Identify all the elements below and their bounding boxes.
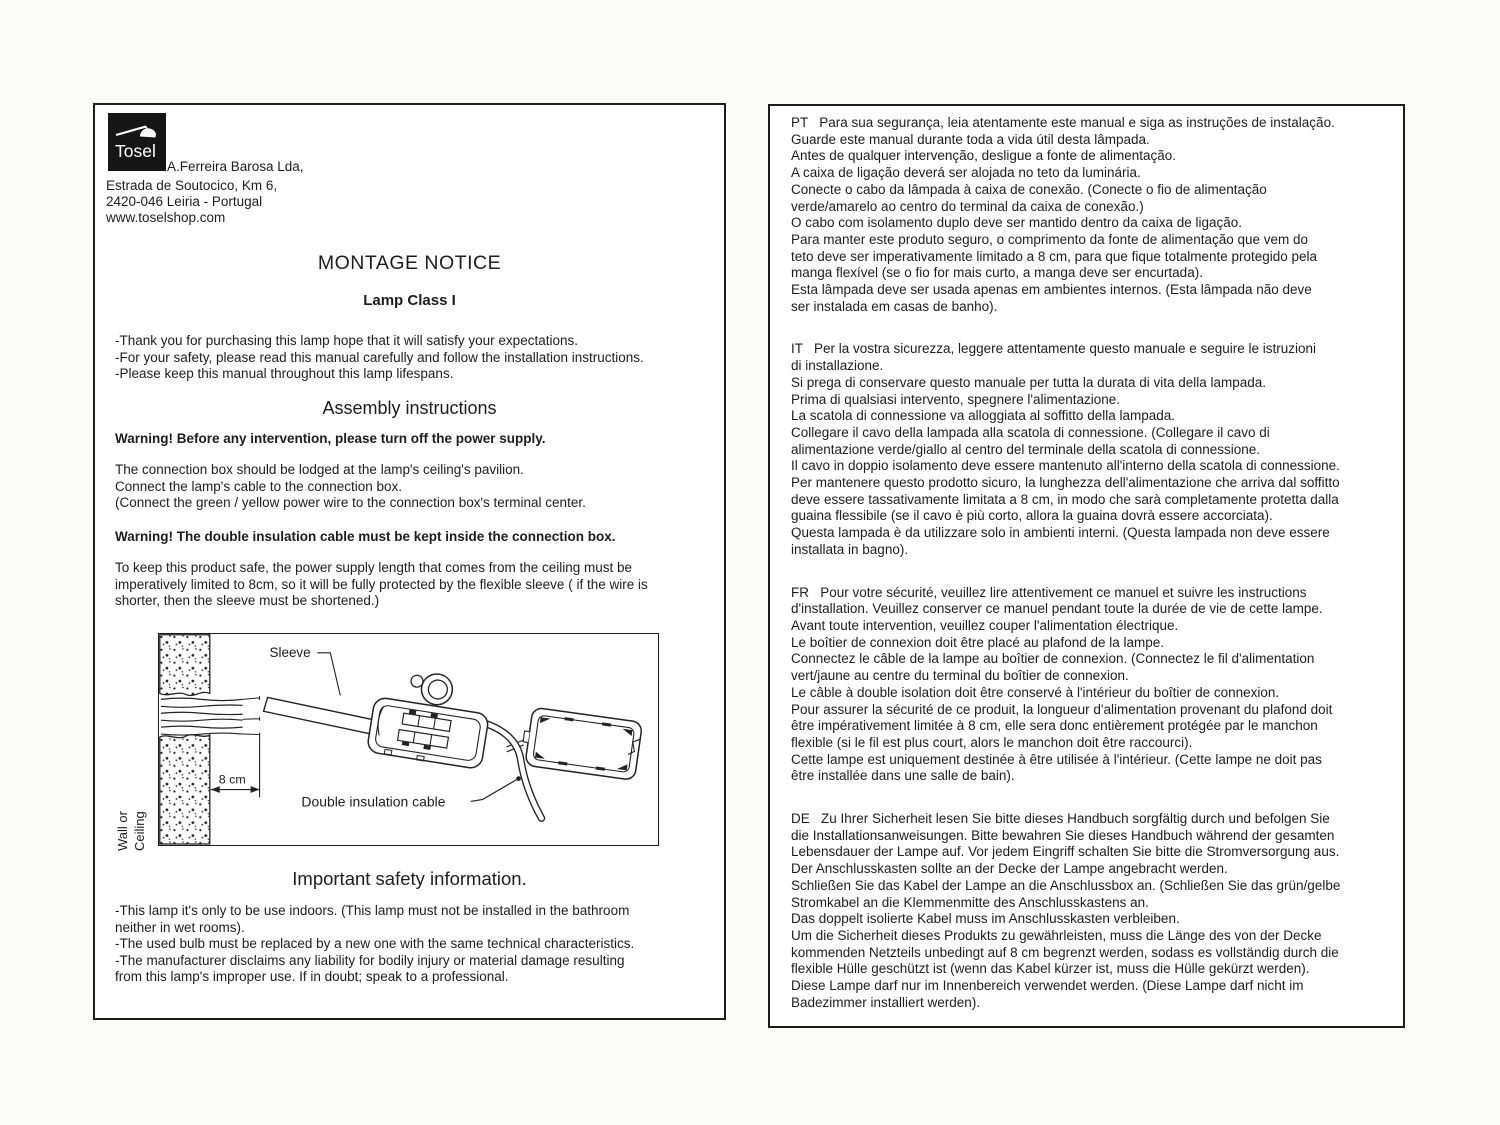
text-line: deve essere tassativamente limitata a 8 cm, in modo che sarà completamente protetta dalla [791, 491, 1339, 507]
text-line: Stromkabel an die Klemmenmitte des Anschlusskastens an. [791, 894, 1149, 910]
installation-diagram [158, 633, 659, 846]
text-line: The connection box should be lodged at the lamp's ceiling's pavilion. [115, 462, 524, 477]
cover-plate [520, 707, 643, 781]
text-line: ser instalada em casas de banho). [791, 298, 998, 314]
translation-fr [791, 585, 1389, 785]
text-line: from this lamp's improper use. If in doubt; speak to a professional. [115, 969, 509, 984]
text-line: être installée dans une salle de bain). [791, 768, 1015, 784]
text-line: guaina flessibile (se il cavo è più corto, allora la guaina dovrà essere accorciata). [791, 508, 1273, 524]
translation-de [791, 811, 1389, 1011]
text-line: Si prega di conservare questo manuale per tutta la durata di vita della lampada. [791, 374, 1267, 390]
intro-paragraph [115, 333, 644, 383]
text-line: Le boîtier de connexion doit être placé au plafond de la lampe. [791, 634, 1165, 650]
text-line: Le câble à double isolation doit être conservé à l'intérieur du boîtier de connexion. [791, 684, 1280, 700]
text-line: alimentazione verde/giallo al centro del terminale della scatola di connessione. [791, 441, 1261, 457]
text-line: imperatively limited to 8cm, so it will be fully protected by the flexible sleeve ( if the wire is [115, 576, 648, 592]
text-line: Il cavo in doppio isolamento deve essere mantenuto all'interno della scatola di connessione. [791, 458, 1340, 474]
text-line: installata in bagno). [791, 541, 909, 557]
text-line: -The manufacturer disclaims any liability for bodily injury or material damage resulting [115, 952, 625, 968]
translations-panel [768, 104, 1405, 1028]
text-line: Um die Sicherheit dieses Produkts zu gewährleisten, muss die Länge des von der Decke [791, 927, 1322, 943]
safety-paragraph [115, 903, 634, 986]
lamp-class-subtitle: Lamp Class I [363, 292, 456, 309]
text-line: Prima di qualsiasi intervento, spegnere l'alimentazione. [791, 391, 1121, 407]
text-line: Der Anschlusskasten sollte an der Decke der Lampe angebracht werden. [791, 861, 1228, 877]
text-line: Guarde este manual durante toda a vida útil desta lâmpada. [791, 131, 1150, 147]
text-line: Conecte o cabo da lâmpada à caixa de conexão. (Conecte o fio de alimentação [791, 181, 1267, 197]
text-line: Para manter este produto seguro, o comprimento da fonte de alimentação que vem do [791, 231, 1309, 247]
text-line: DE Zu Ihrer Sicherheit lesen Sie bitte dieses Handbuch sorgfältig durch und befolgen Sie [791, 811, 1330, 827]
text-line: To keep this product safe, the power supply length that comes from the ceiling must be [115, 560, 633, 575]
logo-wordmark: Tosel [115, 141, 156, 161]
assembly-heading: Assembly instructions [322, 398, 497, 418]
instructions-panel [93, 103, 726, 1020]
text-line: -For your safety, please read this manual carefully and follow the installation instructions. [115, 349, 644, 365]
supply-length-note [115, 560, 648, 610]
company-name: A.Ferreira Barosa Lda, [167, 159, 304, 174]
text-line: d'installation. Veuillez conserver ce manuel pendant toute la durée de vie de cette lampe. [791, 601, 1323, 617]
text-line: Avant toute intervention, veuillez couper l'alimentation électrique. [791, 617, 1179, 633]
text-line: La scatola di connessione va alloggiata al soffitto della lampada. [791, 408, 1176, 424]
text-line: flexible Hülle geschützt ist (wenn das Kabel kürzer ist, muss die Hülle gekürzt werden). [791, 961, 1310, 977]
text-line: verde/amarelo ao centro do terminal da caixa de conexão.) [791, 198, 1144, 214]
text-line: FR Pour votre sécurité, veuillez lire attentivement ce manuel et suivre les instructions [791, 584, 1307, 600]
cable-pointer-line [471, 780, 517, 802]
text-line: teto deve ser imperativamente limitado a 8 cm, para que fique totalmente protegido pela [791, 248, 1318, 264]
wall-ceiling-label [114, 771, 154, 851]
text-line: flexible (si le fil est plus court, alors le manchon doit être raccourci). [791, 734, 1193, 750]
text-line: shorter, then the sleeve must be shortened.) [115, 593, 380, 608]
website-url: www.toselshop.com [106, 210, 226, 225]
text-line: Schließen Sie das Kabel der Lampe an die Anschlussbox an. (Schließen Sie das grün/gelbe [791, 877, 1341, 893]
power-wires [161, 696, 260, 737]
text-line: neither in wet rooms). [115, 919, 245, 935]
translation-it [791, 341, 1389, 558]
address-line-1: Estrada de Soutocico, Km 6, [106, 178, 278, 193]
dimension-label: 8 cm [218, 772, 246, 787]
lamp-logo-icon [108, 113, 166, 171]
text-line: O cabo com isolamento duplo deve ser mantido dentro da caixa de ligação. [791, 215, 1243, 231]
wall-label-line-2: Ceiling [132, 811, 147, 851]
text-line: -This lamp it's only to be use indoors. (This lamp must not be installed in the bathroom [115, 903, 630, 918]
text-line: die Installationsanweisungen. Bitte bewahren Sie dieses Handbuch während der gesamten [791, 827, 1335, 843]
wall-label-line-1: Wall or [115, 811, 130, 851]
cable-label: Double insulation cable [301, 793, 446, 810]
warning-power-supply: Warning! Before any intervention, please turn off the power supply. [115, 431, 546, 446]
text-line: Lebensdauer der Lampe auf. Vor jedem Eingriff schalten Sie bitte die Stromversorgung aus. [791, 844, 1340, 860]
text-line: Connect the lamp's cable to the connection box. [115, 478, 403, 494]
text-line: IT Per la vostra sicurezza, leggere attentamente questo manuale e seguire le istruzioni [791, 341, 1317, 357]
address-line-2: 2420-046 Leiria - Portugal [106, 194, 263, 209]
text-line: être impérativement limitée à 8 cm, elle sera donc entièrement protégée par le manchon [791, 718, 1318, 734]
tosel-logo [108, 113, 166, 171]
sleeve-pointer-line [317, 653, 340, 696]
warning-insulation-cable: Warning! The double insulation cable must be kept inside the connection box. [115, 529, 616, 544]
cable-pointer-dot [516, 776, 521, 781]
text-line: Das doppelt isolierte Kabel muss im Anschlusskasten verbleiben. [791, 911, 1180, 927]
text-line: PT Para sua segurança, leia atentamente este manual e siga as instruções de instalação. [791, 115, 1335, 130]
text-line: -Please keep this manual throughout this lamp lifespans. [115, 366, 454, 381]
text-line: Antes de qualquer intervenção, desligue a fonte de alimentação. [791, 148, 1177, 164]
text-line: Badezimmer installiert werden). [791, 994, 981, 1010]
safety-heading: Important safety information. [292, 868, 527, 889]
text-line: -Thank you for purchasing this lamp hope that it will satisfy your expectations. [115, 333, 578, 348]
dimension-lines [211, 733, 260, 797]
text-line: Cette lampe est uniquement destinée à être utilisée à l'intérieur. (Cette lampe ne doit pas [791, 751, 1322, 767]
sleeve-label: Sleeve [269, 644, 311, 660]
text-line: Collegare il cavo della lampada alla scatola di connessione. (Collegare il cavo di [791, 424, 1270, 440]
assembly-steps [115, 462, 586, 512]
text-line: di installazione. [791, 358, 884, 374]
text-line: -The used bulb must be replaced by a new one with the same technical characteristics. [115, 936, 635, 951]
text-line: Per mantenere questo prodotto sicuro, la lunghezza dell'alimentazione che arriva dal soffitto [791, 475, 1340, 491]
translation-pt [791, 115, 1389, 315]
text-line: Connectez le câble de la lampe au boîtier de connexion. (Connectez le fil d'alimentation [791, 651, 1315, 667]
text-line: (Connect the green / yellow power wire to the connection box's terminal center. [115, 495, 586, 510]
sleeve-shape [264, 697, 381, 735]
connection-box [366, 665, 494, 770]
text-line: Pour assurer la sécurité de ce produit, la longueur d'alimentation provenant du plafond doit [791, 701, 1333, 717]
text-line: manga flexível (se o fio for mais curto, a manga deve ser encurtada). [791, 265, 1203, 281]
page-title: MONTAGE NOTICE [317, 252, 502, 274]
wall-hatch-blocks [160, 635, 210, 844]
text-line: Questa lampada è da utilizzare solo in ambienti interni. (Questa lampada non deve essere [791, 525, 1330, 541]
text-line: Diese Lampe darf nur im Innenbereich verwendet werden. (Diese Lampe darf nicht im [791, 978, 1304, 994]
text-line: A caixa de ligação deverá ser alojada no teto da luminária. [791, 165, 1141, 181]
text-line: vert/jaune au centre du terminal du boîtier de connexion. [791, 668, 1129, 684]
text-line: kommenden Netzteils unbedingt auf 8 cm begrenzt werden, sodass es vollständig durch die [791, 944, 1339, 960]
text-line: Esta lâmpada deve ser usada apenas em ambientes internos. (Esta lâmpada não deve [791, 282, 1312, 298]
